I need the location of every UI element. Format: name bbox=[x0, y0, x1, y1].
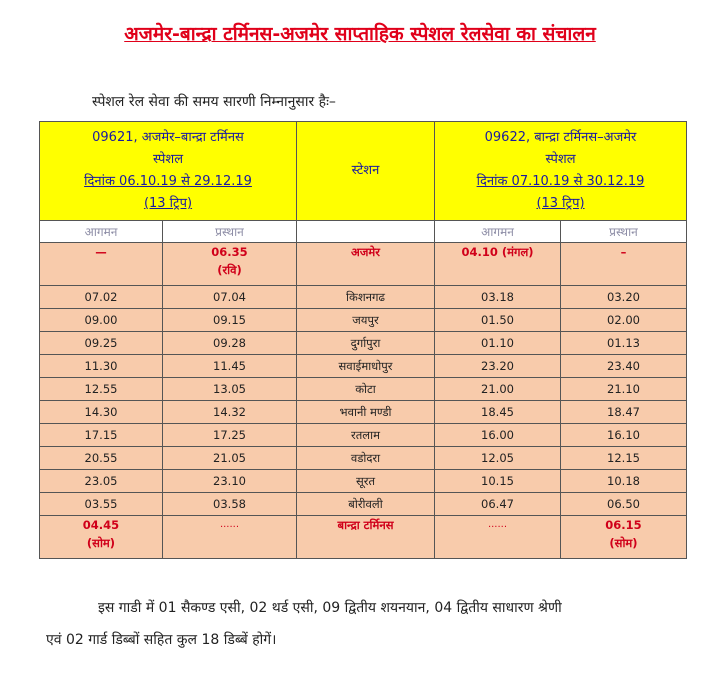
timetable-header-row bbox=[40, 122, 687, 221]
train-09622-dates: दिनांक 07.10.19 से 30.12.19 bbox=[476, 174, 645, 189]
table-row bbox=[40, 424, 687, 447]
cell-dep1 bbox=[163, 243, 297, 286]
cell-arr2: 04.10 (मंगल) bbox=[435, 243, 561, 286]
cell-station: दुर्गापुरा bbox=[297, 332, 435, 355]
train-09622-title: 09622, बान्द्रा टर्मिनस–अजमेर bbox=[484, 130, 637, 145]
cell-station: बान्द्रा टर्मिनस bbox=[297, 516, 435, 559]
cell-arr1: 20.55 bbox=[40, 447, 163, 470]
cell-arr2: 12.05 bbox=[435, 447, 561, 470]
cell-station: रतलाम bbox=[297, 424, 435, 447]
train-09622-type: स्पेशल bbox=[545, 152, 576, 167]
cell-dep1: 13.05 bbox=[163, 378, 297, 401]
cell-arr1 bbox=[40, 516, 163, 559]
table-row bbox=[40, 493, 687, 516]
cell-station: सवाईमाधोपुर bbox=[297, 355, 435, 378]
cell-dep1: 21.05 bbox=[163, 447, 297, 470]
page-title: अजमेर-बान्द्रा टर्मिनस-अजमेर साप्ताहिक स्पेशल रेलसेवा का संचालन bbox=[124, 23, 596, 45]
train-09621-trips: (13 ट्रिप) bbox=[143, 196, 193, 211]
cell-dep1: 03.58 bbox=[163, 493, 297, 516]
cell-dep2: 21.10 bbox=[561, 378, 687, 401]
table-row bbox=[40, 378, 687, 401]
arrival-label-09621: आगमन bbox=[40, 221, 163, 243]
cell-arr2: 23.20 bbox=[435, 355, 561, 378]
table-row bbox=[40, 355, 687, 378]
table-row bbox=[40, 401, 687, 424]
cell-dep1: 09.15 bbox=[163, 309, 297, 332]
cell-station: वडोदरा bbox=[297, 447, 435, 470]
cell-dep2: 02.00 bbox=[561, 309, 687, 332]
cell-dep1: ...... bbox=[163, 516, 297, 559]
train-09621-title: 09621, अजमेर–बान्द्रा टर्मिनस bbox=[92, 130, 244, 145]
footer-line-2: एवं 02 गार्ड डिब्बों सहित कुल 18 डिब्बें होगें। bbox=[46, 632, 277, 648]
cell-station: बोरीवली bbox=[297, 493, 435, 516]
table-row bbox=[40, 309, 687, 332]
cell-dep1: 14.32 bbox=[163, 401, 297, 424]
timetable bbox=[39, 121, 687, 559]
cell-dep2-time: 06.15 bbox=[605, 518, 642, 532]
train-09621-header bbox=[40, 122, 297, 221]
cell-dep2: 01.13 bbox=[561, 332, 687, 355]
cell-arr1: 17.15 bbox=[40, 424, 163, 447]
cell-dep1: 09.28 bbox=[163, 332, 297, 355]
cell-station: अजमेर bbox=[297, 243, 435, 286]
station-header: स्टेशन bbox=[297, 122, 435, 221]
train-09621-type: स्पेशल bbox=[152, 152, 184, 167]
cell-arr2: 06.47 bbox=[435, 493, 561, 516]
cell-dep1: 07.04 bbox=[163, 286, 297, 309]
table-row bbox=[40, 447, 687, 470]
cell-dep2: 18.47 bbox=[561, 401, 687, 424]
cell-arr1: 03.55 bbox=[40, 493, 163, 516]
table-row-bandra-terminus bbox=[40, 516, 687, 559]
cell-dep2: 06.50 bbox=[561, 493, 687, 516]
table-row bbox=[40, 332, 687, 355]
cell-arr1: 11.30 bbox=[40, 355, 163, 378]
cell-arr1: 23.05 bbox=[40, 470, 163, 493]
cell-dep1-day: (रवि) bbox=[217, 263, 242, 277]
cell-arr2: 16.00 bbox=[435, 424, 561, 447]
cell-dep1: 23.10 bbox=[163, 470, 297, 493]
cell-dep1: 11.45 bbox=[163, 355, 297, 378]
cell-dep2 bbox=[561, 516, 687, 559]
cell-dep2: – bbox=[561, 243, 687, 286]
cell-dep2: 12.15 bbox=[561, 447, 687, 470]
table-row bbox=[40, 286, 687, 309]
cell-station: कोटा bbox=[297, 378, 435, 401]
intro-text: स्पेशल रेल सेवा की समय सारणी निम्नानुसार हैः– bbox=[92, 94, 336, 110]
cell-station: जयपुर bbox=[297, 309, 435, 332]
table-row bbox=[40, 470, 687, 493]
cell-station: सूरत bbox=[297, 470, 435, 493]
table-row-ajmer bbox=[40, 243, 687, 286]
departure-label-09621: प्रस्थान bbox=[163, 221, 297, 243]
cell-dep1: 17.25 bbox=[163, 424, 297, 447]
train-09622-trips: (13 ट्रिप) bbox=[536, 196, 585, 211]
cell-dep1-time: 06.35 bbox=[211, 245, 248, 259]
cell-arr2: 01.10 bbox=[435, 332, 561, 355]
cell-arr1: 12.55 bbox=[40, 378, 163, 401]
departure-label-09622: प्रस्थान bbox=[561, 221, 687, 243]
footer-note bbox=[46, 592, 686, 656]
cell-arr1: 07.02 bbox=[40, 286, 163, 309]
cell-dep2-day: (सोम) bbox=[609, 536, 638, 550]
cell-arr2: 21.00 bbox=[435, 378, 561, 401]
cell-arr1: 09.25 bbox=[40, 332, 163, 355]
cell-dep2: 10.18 bbox=[561, 470, 687, 493]
cell-arr1-day: (सोम) bbox=[86, 536, 116, 550]
cell-dep2: 23.40 bbox=[561, 355, 687, 378]
cell-arr2: 18.45 bbox=[435, 401, 561, 424]
cell-arr2: ...... bbox=[435, 516, 561, 559]
train-09622-header bbox=[435, 122, 687, 221]
cell-arr1: 14.30 bbox=[40, 401, 163, 424]
cell-arr2: 03.18 bbox=[435, 286, 561, 309]
station-subheader-empty bbox=[297, 221, 435, 243]
cell-arr1: 09.00 bbox=[40, 309, 163, 332]
cell-arr1-time: 04.45 bbox=[82, 518, 120, 532]
arrival-label-09622: आगमन bbox=[435, 221, 561, 243]
cell-dep2: 16.10 bbox=[561, 424, 687, 447]
cell-arr1: — bbox=[40, 243, 163, 286]
cell-dep2: 03.20 bbox=[561, 286, 687, 309]
cell-arr2: 01.50 bbox=[435, 309, 561, 332]
cell-station: भवानी मण्डी bbox=[297, 401, 435, 424]
cell-arr2: 10.15 bbox=[435, 470, 561, 493]
footer-line-1: इस गाडी में 01 सैकण्ड एसी, 02 थर्ड एसी, 09 द्वितीय शयनयान, 04 द्वितीय साधारण श्रेणी bbox=[98, 600, 562, 616]
timetable-subheader-row bbox=[40, 221, 687, 243]
cell-station: किशनगढ bbox=[297, 286, 435, 309]
train-09621-dates: दिनांक 06.10.19 से 29.12.19 bbox=[84, 174, 252, 189]
